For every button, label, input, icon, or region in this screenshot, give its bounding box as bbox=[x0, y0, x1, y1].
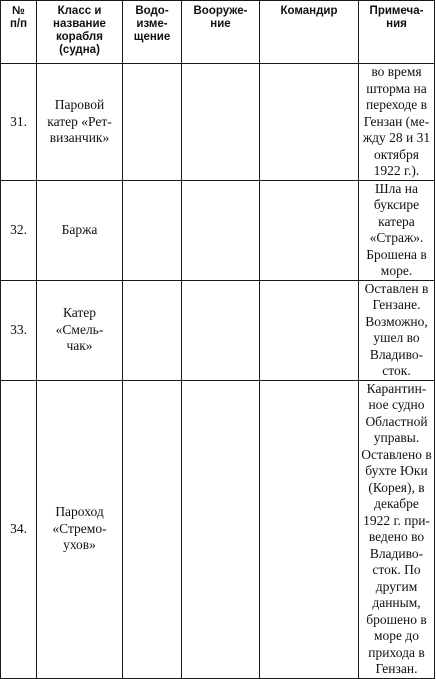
ship-name: Баржа bbox=[37, 180, 123, 280]
header-ship-class-name: Класс и название корабля (судна) bbox=[37, 1, 123, 64]
header-commander: Командир bbox=[260, 1, 359, 64]
note-cell: во время шторма на переходе в Гензан (ме- жду 28 и 31 октября 1922 г.). bbox=[359, 64, 435, 181]
displacement-cell bbox=[123, 180, 182, 280]
commander-cell bbox=[260, 180, 359, 280]
row-number: 34. bbox=[1, 380, 37, 678]
displacement-cell bbox=[123, 280, 182, 380]
row-number: 31. bbox=[1, 64, 37, 181]
table-header-row bbox=[1, 1, 435, 64]
armament-cell bbox=[182, 180, 260, 280]
header-armament: Вооруже- ние bbox=[182, 1, 260, 64]
armament-cell bbox=[182, 280, 260, 380]
row-number: 32. bbox=[1, 180, 37, 280]
table-row bbox=[1, 380, 435, 678]
ship-name: Паровой катер «Рет- визанчик» bbox=[37, 64, 123, 181]
note-cell: Оставлен в Гензане. Возможно, ушел во Владиво- сток. bbox=[359, 280, 435, 380]
table-row bbox=[1, 180, 435, 280]
ship-name: Катер «Смель- чак» bbox=[37, 280, 123, 380]
row-number: 33. bbox=[1, 280, 37, 380]
header-displacement: Водо- изме- щение bbox=[123, 1, 182, 64]
note-cell: Карантин- ное судно Областной управы. Оставлено в бухте Юки (Корея), в декабре 1922 г. при- ведено во Владиво- сток. По другим данным, брошено в море до прихода в Гензан. bbox=[359, 380, 435, 678]
commander-cell bbox=[260, 380, 359, 678]
table-row bbox=[1, 280, 435, 380]
armament-cell bbox=[182, 64, 260, 181]
note-cell: Шла на буксире катера «Страж». Брошена в море. bbox=[359, 180, 435, 280]
commander-cell bbox=[260, 64, 359, 181]
displacement-cell bbox=[123, 380, 182, 678]
ship-name: Пароход «Стремо- ухов» bbox=[37, 380, 123, 678]
displacement-cell bbox=[123, 64, 182, 181]
table-row bbox=[1, 64, 435, 181]
header-number: № п/п bbox=[1, 1, 37, 64]
armament-cell bbox=[182, 380, 260, 678]
header-notes: Примеча- ния bbox=[359, 1, 435, 64]
commander-cell bbox=[260, 280, 359, 380]
